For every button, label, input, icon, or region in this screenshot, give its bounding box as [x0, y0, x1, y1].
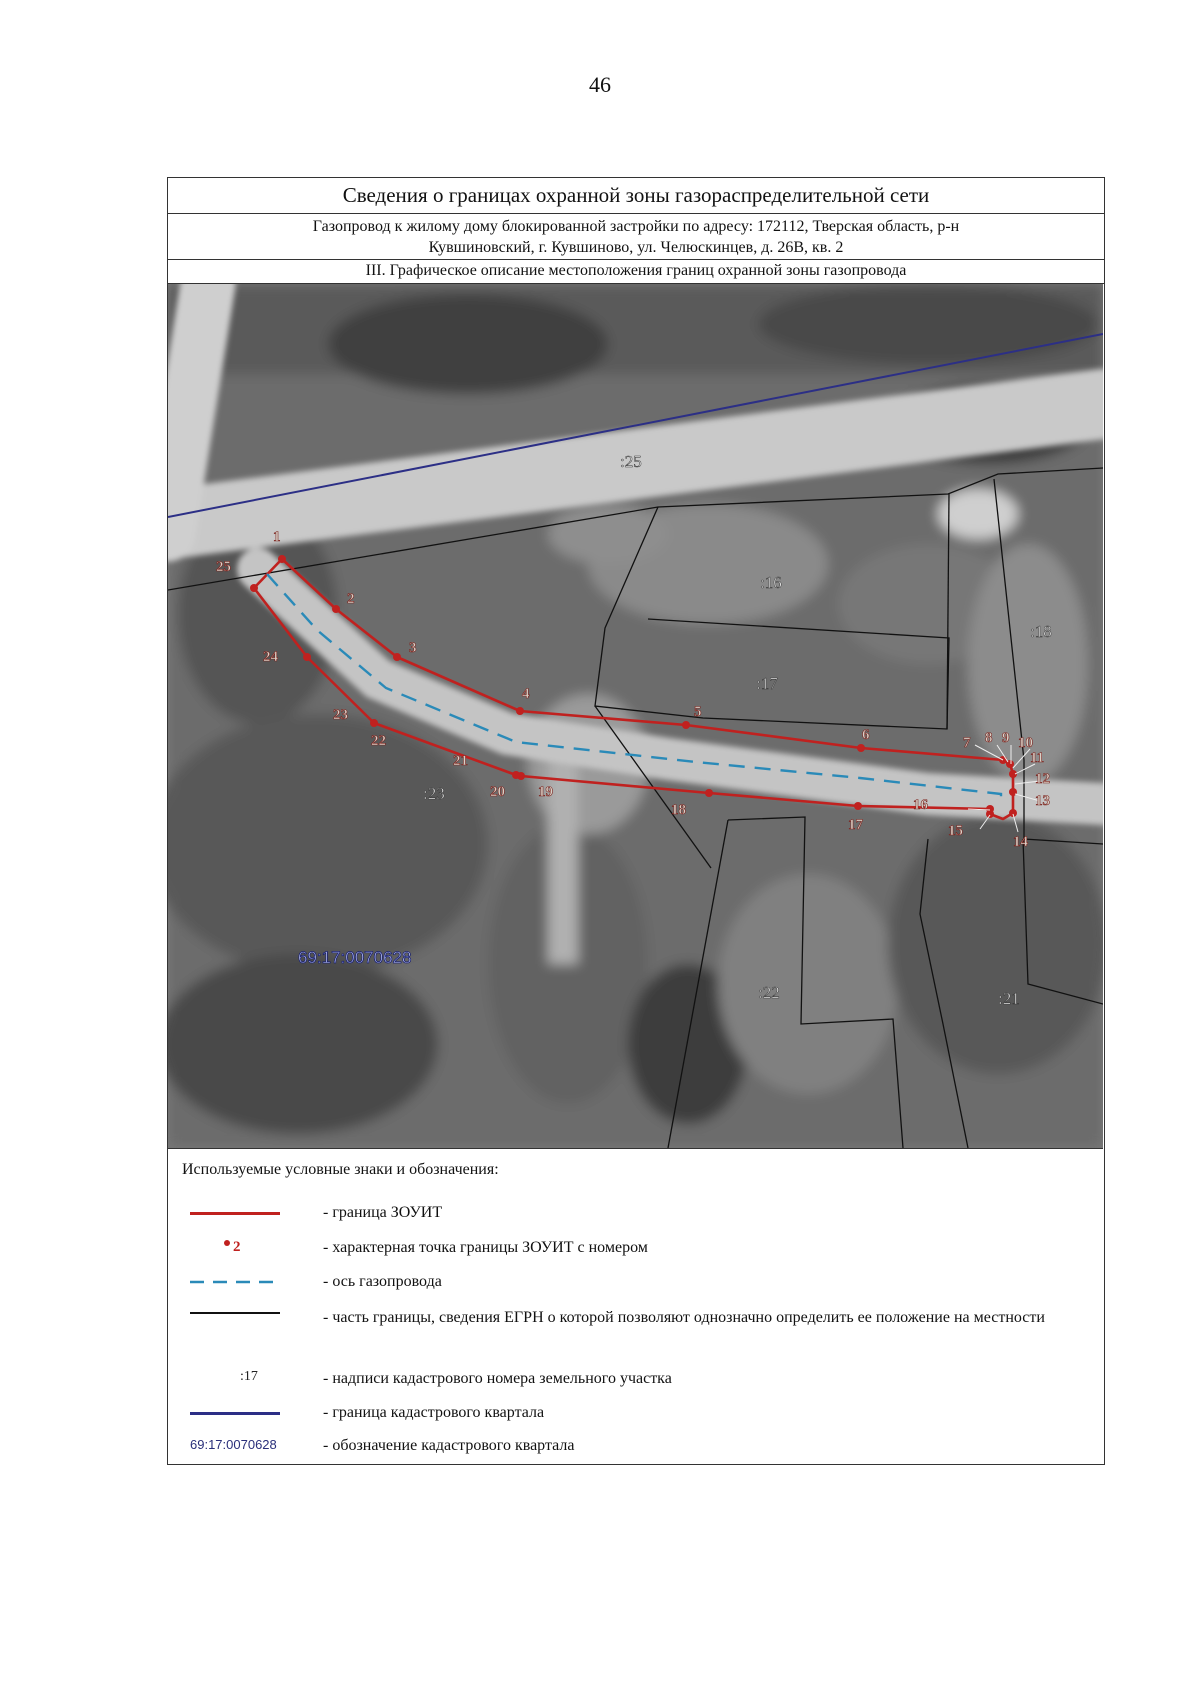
black-line-symbol	[190, 1306, 280, 1330]
point-label-16: 16	[913, 797, 928, 813]
point-label-13: 13	[1035, 793, 1050, 809]
point-label-25: 25	[216, 559, 231, 575]
parcel-label-18: :18	[1030, 622, 1052, 641]
navy-line-symbol	[190, 1401, 280, 1425]
legend-symbol-label: :17	[240, 1369, 258, 1384]
parcel-label-23: :23	[423, 784, 445, 803]
legend-symbol-label: 2	[233, 1239, 241, 1255]
point-label-12: 12	[1035, 771, 1050, 787]
point-label-19: 19	[538, 784, 553, 800]
point-label-20: 20	[490, 784, 505, 800]
legend-symbol-label: 69:17:0070628	[190, 1437, 277, 1452]
legend-text: - граница кадастрового квартала	[323, 1404, 545, 1421]
point-label-3: 3	[409, 640, 417, 656]
point-label-6: 6	[862, 727, 870, 743]
object-description	[168, 214, 1104, 260]
page-number: 46	[589, 72, 611, 97]
map-canvas	[168, 284, 1103, 1148]
point-label-14: 14	[1013, 834, 1028, 850]
legend-text: - часть границы, сведения ЕГРН о которой позволяют однозначно определить ее положение на местности	[323, 1309, 1045, 1326]
legend-text: - характерная точка границы ЗОУИТ с номером	[323, 1239, 648, 1256]
map-sheet	[167, 177, 1105, 1465]
legend-text: - ось газопровода	[323, 1273, 442, 1290]
quarter-label: 69:17:0070628	[298, 948, 412, 967]
point-label-15: 15	[948, 823, 963, 839]
parcel-label-25: :25	[620, 452, 642, 471]
legend-text: - обозначение кадастрового квартала	[323, 1437, 575, 1454]
point-label-1: 1	[273, 529, 281, 545]
point-label-17: 17	[848, 817, 863, 833]
legend-title: Используемые условные знаки и обозначения:	[182, 1161, 499, 1178]
red-line-symbol	[190, 1201, 280, 1225]
point-label-24: 24	[263, 649, 278, 665]
red-point-symbol	[190, 1236, 280, 1260]
point-label-22: 22	[371, 733, 386, 749]
point-label-5: 5	[694, 704, 702, 720]
legend	[168, 1148, 1103, 1465]
parcel-label-16: :16	[760, 573, 782, 592]
point-label-2: 2	[347, 591, 355, 607]
point-label-18: 18	[671, 802, 686, 818]
map-view[interactable]	[168, 284, 1103, 1148]
point-label-4: 4	[522, 686, 530, 702]
point-label-8: 8	[985, 730, 993, 746]
legend-text: - надписи кадастрового номера земельного участка	[323, 1370, 672, 1387]
point-label-11: 11	[1030, 750, 1045, 766]
point-label-10: 10	[1018, 735, 1033, 751]
parcel-label-21: :21	[998, 989, 1020, 1008]
object-line-2: Кувшиновский, г. Кувшиново, ул. Челюскинцев, д. 26В, кв. 2	[428, 239, 844, 256]
parcel-label-17: :17	[756, 674, 778, 693]
point-label-9: 9	[1002, 730, 1010, 746]
object-line-1: Газопровод к жилому дому блокированной застройки по адресу: 172112, Тверская область, р-н	[312, 218, 960, 235]
point-label-23: 23	[333, 707, 348, 723]
sheet-title: Сведения о границах охранной зоны газораспределительной сети	[168, 178, 1104, 214]
parcel-number-symbol	[190, 1367, 280, 1391]
quarter-label-symbol	[190, 1434, 280, 1458]
legend-text: - граница ЗОУИТ	[323, 1204, 443, 1221]
section-title: III. Графическое описание местоположения границ охранной зоны газопровода	[168, 260, 1104, 284]
blue-dashed-line-symbol	[190, 1270, 280, 1294]
point-label-7: 7	[963, 735, 971, 751]
parcel-label-22: :22	[758, 983, 780, 1002]
point-label-21: 21	[453, 753, 468, 769]
